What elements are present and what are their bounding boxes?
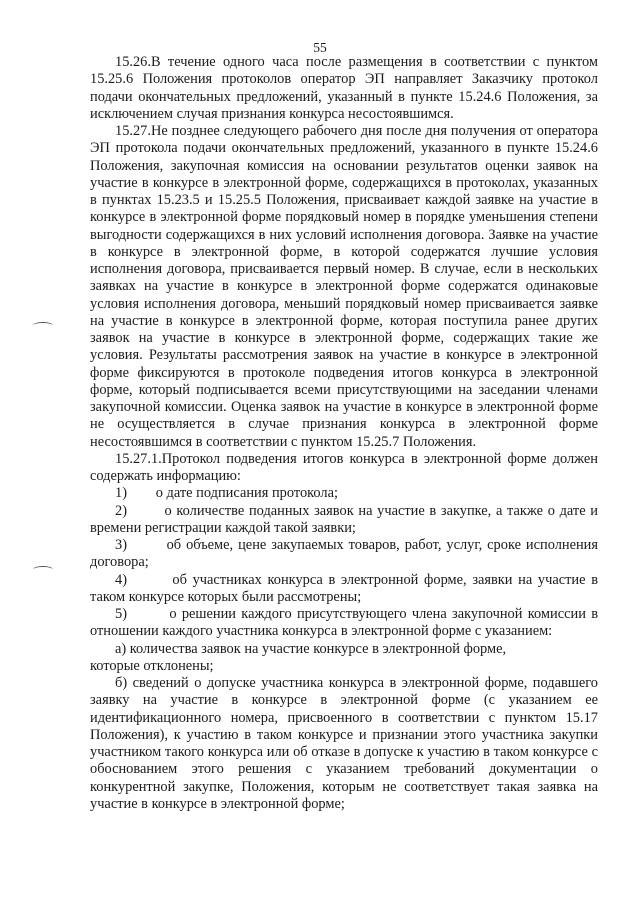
paragraph-15-27: 15.27.Не позднее следующего рабочего дня после дня получения от оператора ЭП протокола подачи окончательных предложений, указанного в пункте 15.24.6 Положения, закупочная комиссия на основании результатов оценки заявок на участие в конкурсе в электронной форме, содержащихся в протоколах, указанных в пунктах 15.23.5 и 15.25.5 Положения, присваивает каждой заявке на участие в конкурсе в электронной форме порядковый номер в порядке уменьшения степени выгодности содержащихся в них условий исполнения договора. Заявке на участие в конкурсе в электронной форме, в которой содержатся лучшие условия исполнения договора, присваивается первый номер. В случае, если в нескольких заявках на участие в конкурсе в электронной форме содержатся одинаковые условия исполнения договора, меньший порядковый номер присваивается заявке на участие в конкурсе в электронной форме, которая поступила ранее других заявок на участие в конкурсе в электронной форме, содержащих такие же условия. Результаты рассмотрения заявок на участие в конкурсе в электронной форме фиксируются в протоколе подведения итогов конкурса в электронной форме, который подписывается всеми присутствующими на заседании членами закупочной комиссии. Оценка заявок на участие в конкурсе в электронной форме не осуществляется в случае признания конкурса в электронной форме несостоявшимся в соответствии с пунктом 15.25.7 Положения. xyxy=(90,123,598,450)
page-number: 55 xyxy=(313,40,327,55)
list-item-2: 2) о количестве поданных заявок на участие в закупке, а также о дате и времени регистрации каждой такой заявки; xyxy=(90,502,602,536)
subitem-a: а) количества заявок на участие конкурсе в электронной форме, xyxy=(115,640,507,657)
paragraph-15-27-1: 15.27.1.Протокол подведения итогов конкурса в электронной форме должен содержать информацию: xyxy=(90,450,598,484)
list-item-1: 1) о дате подписания протокола; xyxy=(115,485,338,502)
list-item-5: 5) о решении каждого присутствующего члена закупочной комиссии в отношении каждого участника конкурса в электронной форме с указанием: xyxy=(90,606,602,640)
subitem-a-continuation: которые отклонены; xyxy=(90,657,214,674)
paragraph-15-26: 15.26.В течение одного часа после размещения в соответствии с пунктом 15.25.6 Положения протоколов оператор ЭП направляет Заказчику протокол подачи окончательных предложений, указанный в пункте 15.24.6 Положения, за исключением случая признания конкурса несостоявшимся. xyxy=(90,54,598,122)
margin-mark xyxy=(33,566,53,573)
list-item-4: 4) об участниках конкурса в электронной форме, заявки на участие в таком конкурсе которых были рассмотрены; xyxy=(90,571,602,605)
subitem-b: б) сведений о допуске участника конкурса в электронной форме, подавшего заявку на участие в конкурсе в электронной форме (с указанием ее идентификационного номера, присвоенного в соответствии с пунктом 15.17 Положения), к участию в таком конкурсе и признании этого участника закупки участником такого конкурса или об отказе в допуске к участию в таком конкурсе с обоснованием этого решения с указанием требований документации о конкурентной закупке, Положения, которым не соответствует такая заявка на участие в конкурсе в электронной форме; xyxy=(90,675,598,812)
margin-mark xyxy=(33,322,53,329)
document-body xyxy=(90,54,602,813)
list-item-3: 3) об объеме, цене закупаемых товаров, работ, услуг, сроке исполнения договора; xyxy=(90,537,602,571)
